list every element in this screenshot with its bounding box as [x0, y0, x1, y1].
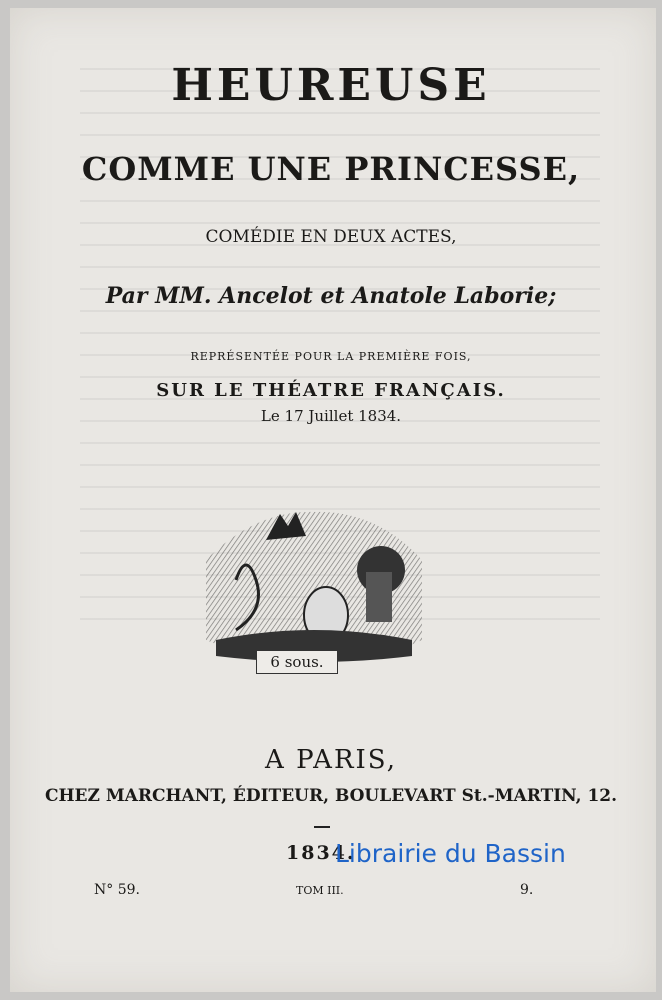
- publisher: CHEZ MARCHANT, ÉDITEUR, BOULEVART St.-MARTIN, 12.: [44, 786, 618, 806]
- authors: Par MM. Ancelot et Anatole Laborie;: [105, 283, 557, 309]
- price-label: 6 sous.: [256, 650, 338, 674]
- title-line-2: COMME UNE PRINCESSE,: [81, 150, 581, 188]
- genre: COMÉDIE EN DEUX ACTES,: [205, 227, 457, 247]
- publication-year: 1834.: [286, 842, 356, 864]
- premiere-date: Le 17 Juillet 1834.: [260, 407, 402, 425]
- divider-dash: [314, 826, 330, 828]
- performance-note: REPRÉSENTÉE POUR LA PREMIÈRE FOIS,: [190, 350, 472, 363]
- tome: TOM III.: [296, 884, 344, 897]
- signature-mark: 9.: [520, 882, 534, 898]
- theatre: SUR LE THÉATRE FRANÇAIS.: [156, 380, 506, 401]
- title-line-1: HEUREUSE: [171, 60, 491, 111]
- watermark: Librairie du Bassin: [335, 839, 566, 868]
- issue-number: N° 59.: [94, 882, 140, 898]
- engraved-vignette: [196, 500, 432, 672]
- imprint-city: A PARIS,: [265, 745, 397, 775]
